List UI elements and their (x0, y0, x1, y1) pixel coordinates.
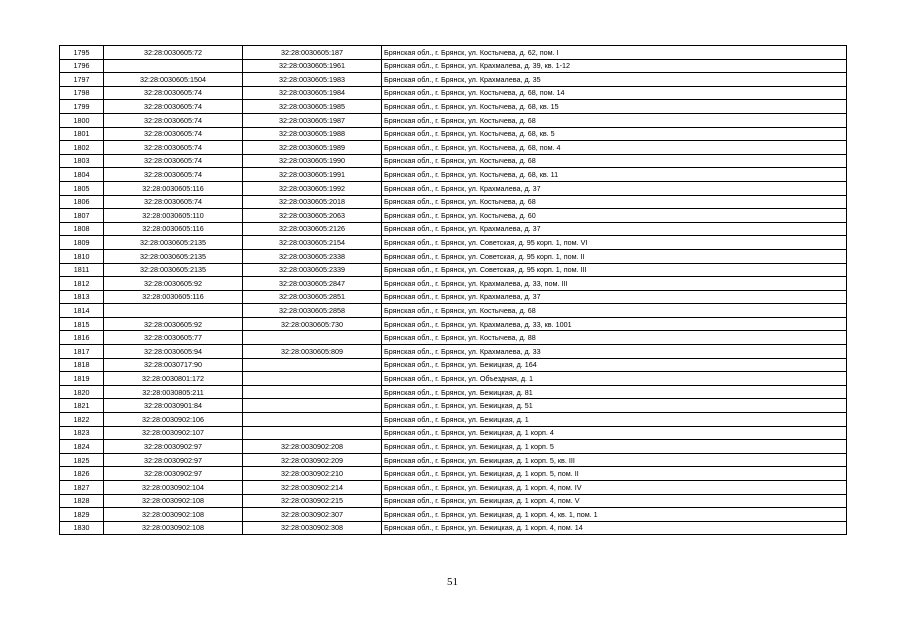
table-row (60, 481, 847, 495)
building-cadastral-number-cell: 32:28:0030605:1989 (243, 141, 382, 155)
row-number-cell: 1806 (60, 195, 104, 209)
building-cadastral-number-cell: 32:28:0030605:1983 (243, 73, 382, 87)
address-cell: Брянская обл., г. Брянск, ул. Крахмалева, д. 33 (382, 345, 847, 359)
table-row (60, 440, 847, 454)
table-row (60, 113, 847, 127)
building-cadastral-number-cell: 32:28:0030605:1988 (243, 127, 382, 141)
address-cell: Брянская обл., г. Брянск, ул. Костычева, д. 68 (382, 195, 847, 209)
row-number-cell: 1799 (60, 100, 104, 114)
table-row (60, 100, 847, 114)
row-number-cell: 1804 (60, 168, 104, 182)
table-row (60, 453, 847, 467)
property-registry-table (59, 45, 847, 535)
row-number-cell: 1819 (60, 372, 104, 386)
address-cell: Брянская обл., г. Брянск, ул. Советская, д. 95 корп. 1, пом. III (382, 263, 847, 277)
building-cadastral-number-cell: 32:28:0030605:1991 (243, 168, 382, 182)
building-cadastral-number-cell: 32:28:0030605:2858 (243, 304, 382, 318)
land-cadastral-number-cell: 32:28:0030605:74 (104, 86, 243, 100)
table-row (60, 331, 847, 345)
row-number-cell: 1822 (60, 413, 104, 427)
building-cadastral-number-cell: 32:28:0030605:2018 (243, 195, 382, 209)
land-cadastral-number-cell: 32:28:0030902:97 (104, 453, 243, 467)
building-cadastral-number-cell: 32:28:0030605:2339 (243, 263, 382, 277)
address-cell: Брянская обл., г. Брянск, ул. Бежицкая, д. 51 (382, 399, 847, 413)
row-number-cell: 1801 (60, 127, 104, 141)
table-row (60, 317, 847, 331)
address-cell: Брянская обл., г. Брянск, ул. Крахмалева, д. 39, кв. 1-12 (382, 59, 847, 73)
building-cadastral-number-cell: 32:28:0030605:2847 (243, 277, 382, 291)
address-cell: Брянская обл., г. Брянск, ул. Костычева, д. 60 (382, 209, 847, 223)
address-cell: Брянская обл., г. Брянск, ул. Бежицкая, д. 81 (382, 385, 847, 399)
building-cadastral-number-cell (243, 358, 382, 372)
address-cell: Брянская обл., г. Брянск, ул. Советская, д. 95 корп. 1, пом. II (382, 249, 847, 263)
building-cadastral-number-cell: 32:28:0030605:1984 (243, 86, 382, 100)
row-number-cell: 1802 (60, 141, 104, 155)
row-number-cell: 1821 (60, 399, 104, 413)
row-number-cell: 1807 (60, 209, 104, 223)
land-cadastral-number-cell: 32:28:0030605:116 (104, 222, 243, 236)
land-cadastral-number-cell (104, 59, 243, 73)
address-cell: Брянская обл., г. Брянск, ул. Костычева, д. 68, кв. 5 (382, 127, 847, 141)
row-number-cell: 1795 (60, 46, 104, 60)
address-cell: Брянская обл., г. Брянск, ул. Крахмалева, д. 33, кв. 1001 (382, 317, 847, 331)
row-number-cell: 1825 (60, 453, 104, 467)
land-cadastral-number-cell: 32:28:0030605:1504 (104, 73, 243, 87)
row-number-cell: 1812 (60, 277, 104, 291)
row-number-cell: 1818 (60, 358, 104, 372)
address-cell: Брянская обл., г. Брянск, ул. Костычева, д. 68 (382, 113, 847, 127)
table-row (60, 73, 847, 87)
row-number-cell: 1805 (60, 181, 104, 195)
building-cadastral-number-cell (243, 372, 382, 386)
row-number-cell: 1815 (60, 317, 104, 331)
building-cadastral-number-cell (243, 331, 382, 345)
table-row (60, 127, 847, 141)
building-cadastral-number-cell (243, 413, 382, 427)
land-cadastral-number-cell: 32:28:0030605:74 (104, 113, 243, 127)
address-cell: Брянская обл., г. Брянск, ул. Костычева, д. 88 (382, 331, 847, 345)
table-row (60, 358, 847, 372)
table-row (60, 236, 847, 250)
address-cell: Брянская обл., г. Брянск, ул. Бежицкая, д. 1 (382, 413, 847, 427)
land-cadastral-number-cell: 32:28:0030902:108 (104, 508, 243, 522)
land-cadastral-number-cell: 32:28:0030902:106 (104, 413, 243, 427)
building-cadastral-number-cell: 32:28:0030605:809 (243, 345, 382, 359)
row-number-cell: 1803 (60, 154, 104, 168)
land-cadastral-number-cell: 32:28:0030902:108 (104, 494, 243, 508)
table-row (60, 168, 847, 182)
land-cadastral-number-cell: 32:28:0030605:74 (104, 195, 243, 209)
land-cadastral-number-cell: 32:28:0030605:72 (104, 46, 243, 60)
building-cadastral-number-cell: 32:28:0030605:2126 (243, 222, 382, 236)
land-cadastral-number-cell: 32:28:0030717:90 (104, 358, 243, 372)
land-cadastral-number-cell: 32:28:0030605:77 (104, 331, 243, 345)
building-cadastral-number-cell: 32:28:0030605:187 (243, 46, 382, 60)
table-row (60, 46, 847, 60)
row-number-cell: 1809 (60, 236, 104, 250)
address-cell: Брянская обл., г. Брянск, ул. Крахмалева, д. 35 (382, 73, 847, 87)
row-number-cell: 1823 (60, 426, 104, 440)
row-number-cell: 1827 (60, 481, 104, 495)
building-cadastral-number-cell: 32:28:0030902:209 (243, 453, 382, 467)
land-cadastral-number-cell: 32:28:0030902:107 (104, 426, 243, 440)
land-cadastral-number-cell: 32:28:0030605:2135 (104, 263, 243, 277)
table-row (60, 521, 847, 535)
building-cadastral-number-cell: 32:28:0030605:1987 (243, 113, 382, 127)
row-number-cell: 1826 (60, 467, 104, 481)
land-cadastral-number-cell: 32:28:0030605:2135 (104, 249, 243, 263)
table-row (60, 141, 847, 155)
row-number-cell: 1810 (60, 249, 104, 263)
row-number-cell: 1824 (60, 440, 104, 454)
table-row (60, 467, 847, 481)
building-cadastral-number-cell: 32:28:0030605:1992 (243, 181, 382, 195)
address-cell: Брянская обл., г. Брянск, ул. Костычева, д. 62, пом. I (382, 46, 847, 60)
table-row (60, 508, 847, 522)
table-row (60, 413, 847, 427)
address-cell: Брянская обл., г. Брянск, ул. Костычева, д. 68, кв. 15 (382, 100, 847, 114)
table-row (60, 372, 847, 386)
address-cell: Брянская обл., г. Брянск, ул. Бежицкая, д. 1 корп. 4, пом. IV (382, 481, 847, 495)
building-cadastral-number-cell: 32:28:0030902:215 (243, 494, 382, 508)
land-cadastral-number-cell: 32:28:0030902:108 (104, 521, 243, 535)
building-cadastral-number-cell (243, 426, 382, 440)
land-cadastral-number-cell: 32:28:0030902:97 (104, 467, 243, 481)
table-row (60, 59, 847, 73)
land-cadastral-number-cell: 32:28:0030605:92 (104, 277, 243, 291)
address-cell: Брянская обл., г. Брянск, ул. Объездная, д. 1 (382, 372, 847, 386)
table-row (60, 263, 847, 277)
table-row (60, 86, 847, 100)
row-number-cell: 1813 (60, 290, 104, 304)
table-row (60, 399, 847, 413)
table-row (60, 345, 847, 359)
row-number-cell: 1798 (60, 86, 104, 100)
address-cell: Брянская обл., г. Брянск, ул. Крахмалева, д. 37 (382, 222, 847, 236)
building-cadastral-number-cell: 32:28:0030605:1985 (243, 100, 382, 114)
building-cadastral-number-cell (243, 385, 382, 399)
table-row (60, 209, 847, 223)
land-cadastral-number-cell: 32:28:0030902:104 (104, 481, 243, 495)
row-number-cell: 1828 (60, 494, 104, 508)
row-number-cell: 1808 (60, 222, 104, 236)
land-cadastral-number-cell: 32:28:0030902:97 (104, 440, 243, 454)
table-row (60, 290, 847, 304)
address-cell: Брянская обл., г. Брянск, ул. Крахмалева, д. 37 (382, 181, 847, 195)
building-cadastral-number-cell: 32:28:0030605:2851 (243, 290, 382, 304)
row-number-cell: 1800 (60, 113, 104, 127)
address-cell: Брянская обл., г. Брянск, ул. Советская, д. 95 корп. 1, пом. VI (382, 236, 847, 250)
land-cadastral-number-cell: 32:28:0030605:74 (104, 127, 243, 141)
address-cell: Брянская обл., г. Брянск, ул. Крахмалева, д. 33, пом. III (382, 277, 847, 291)
land-cadastral-number-cell: 32:28:0030805:211 (104, 385, 243, 399)
table-row (60, 277, 847, 291)
land-cadastral-number-cell (104, 304, 243, 318)
building-cadastral-number-cell: 32:28:0030605:2154 (243, 236, 382, 250)
address-cell: Брянская обл., г. Брянск, ул. Бежицкая, д. 1 корп. 4, кв. 1, пом. 1 (382, 508, 847, 522)
row-number-cell: 1814 (60, 304, 104, 318)
building-cadastral-number-cell (243, 399, 382, 413)
building-cadastral-number-cell: 32:28:0030902:308 (243, 521, 382, 535)
row-number-cell: 1829 (60, 508, 104, 522)
address-cell: Брянская обл., г. Брянск, ул. Костычева, д. 68 (382, 304, 847, 318)
address-cell: Брянская обл., г. Брянск, ул. Бежицкая, д. 1 корп. 4 (382, 426, 847, 440)
land-cadastral-number-cell: 32:28:0030605:94 (104, 345, 243, 359)
address-cell: Брянская обл., г. Брянск, ул. Бежицкая, д. 1 корп. 4, пом. 14 (382, 521, 847, 535)
row-number-cell: 1816 (60, 331, 104, 345)
table-row (60, 494, 847, 508)
address-cell: Брянская обл., г. Брянск, ул. Костычева, д. 68, пом. 14 (382, 86, 847, 100)
land-cadastral-number-cell: 32:28:0030605:92 (104, 317, 243, 331)
land-cadastral-number-cell: 32:28:0030605:116 (104, 290, 243, 304)
building-cadastral-number-cell: 32:28:0030902:208 (243, 440, 382, 454)
land-cadastral-number-cell: 32:28:0030901:84 (104, 399, 243, 413)
building-cadastral-number-cell: 32:28:0030902:214 (243, 481, 382, 495)
table-row (60, 222, 847, 236)
address-cell: Брянская обл., г. Брянск, ул. Бежицкая, д. 1 корп. 5, кв. III (382, 453, 847, 467)
land-cadastral-number-cell: 32:28:0030605:74 (104, 168, 243, 182)
address-cell: Брянская обл., г. Брянск, ул. Бежицкая, д. 1 корп. 5, пом. II (382, 467, 847, 481)
row-number-cell: 1820 (60, 385, 104, 399)
row-number-cell: 1817 (60, 345, 104, 359)
land-cadastral-number-cell: 32:28:0030605:74 (104, 100, 243, 114)
row-number-cell: 1797 (60, 73, 104, 87)
table-row (60, 385, 847, 399)
building-cadastral-number-cell: 32:28:0030902:210 (243, 467, 382, 481)
table-row (60, 154, 847, 168)
land-cadastral-number-cell: 32:28:0030605:116 (104, 181, 243, 195)
land-cadastral-number-cell: 32:28:0030605:74 (104, 141, 243, 155)
land-cadastral-number-cell: 32:28:0030605:74 (104, 154, 243, 168)
address-cell: Брянская обл., г. Брянск, ул. Бежицкая, д. 1 корп. 5 (382, 440, 847, 454)
page-number: 51 (447, 576, 458, 588)
table-row (60, 304, 847, 318)
table-row (60, 195, 847, 209)
address-cell: Брянская обл., г. Брянск, ул. Костычева, д. 68 (382, 154, 847, 168)
building-cadastral-number-cell: 32:28:0030605:2338 (243, 249, 382, 263)
address-cell: Брянская обл., г. Брянск, ул. Костычева, д. 68, пом. 4 (382, 141, 847, 155)
row-number-cell: 1830 (60, 521, 104, 535)
building-cadastral-number-cell: 32:28:0030605:1961 (243, 59, 382, 73)
building-cadastral-number-cell: 32:28:0030605:2063 (243, 209, 382, 223)
land-cadastral-number-cell: 32:28:0030605:2135 (104, 236, 243, 250)
address-cell: Брянская обл., г. Брянск, ул. Бежицкая, д. 164 (382, 358, 847, 372)
land-cadastral-number-cell: 32:28:0030801:172 (104, 372, 243, 386)
address-cell: Брянская обл., г. Брянск, ул. Бежицкая, д. 1 корп. 4, пом. V (382, 494, 847, 508)
table-row (60, 181, 847, 195)
building-cadastral-number-cell: 32:28:0030605:1990 (243, 154, 382, 168)
address-cell: Брянская обл., г. Брянск, ул. Крахмалева, д. 37 (382, 290, 847, 304)
table-row (60, 426, 847, 440)
land-cadastral-number-cell: 32:28:0030605:110 (104, 209, 243, 223)
building-cadastral-number-cell: 32:28:0030902:307 (243, 508, 382, 522)
registry-table-body (60, 46, 847, 535)
table-row (60, 249, 847, 263)
row-number-cell: 1811 (60, 263, 104, 277)
address-cell: Брянская обл., г. Брянск, ул. Костычева, д. 68, кв. 11 (382, 168, 847, 182)
building-cadastral-number-cell: 32:28:0030605:730 (243, 317, 382, 331)
row-number-cell: 1796 (60, 59, 104, 73)
